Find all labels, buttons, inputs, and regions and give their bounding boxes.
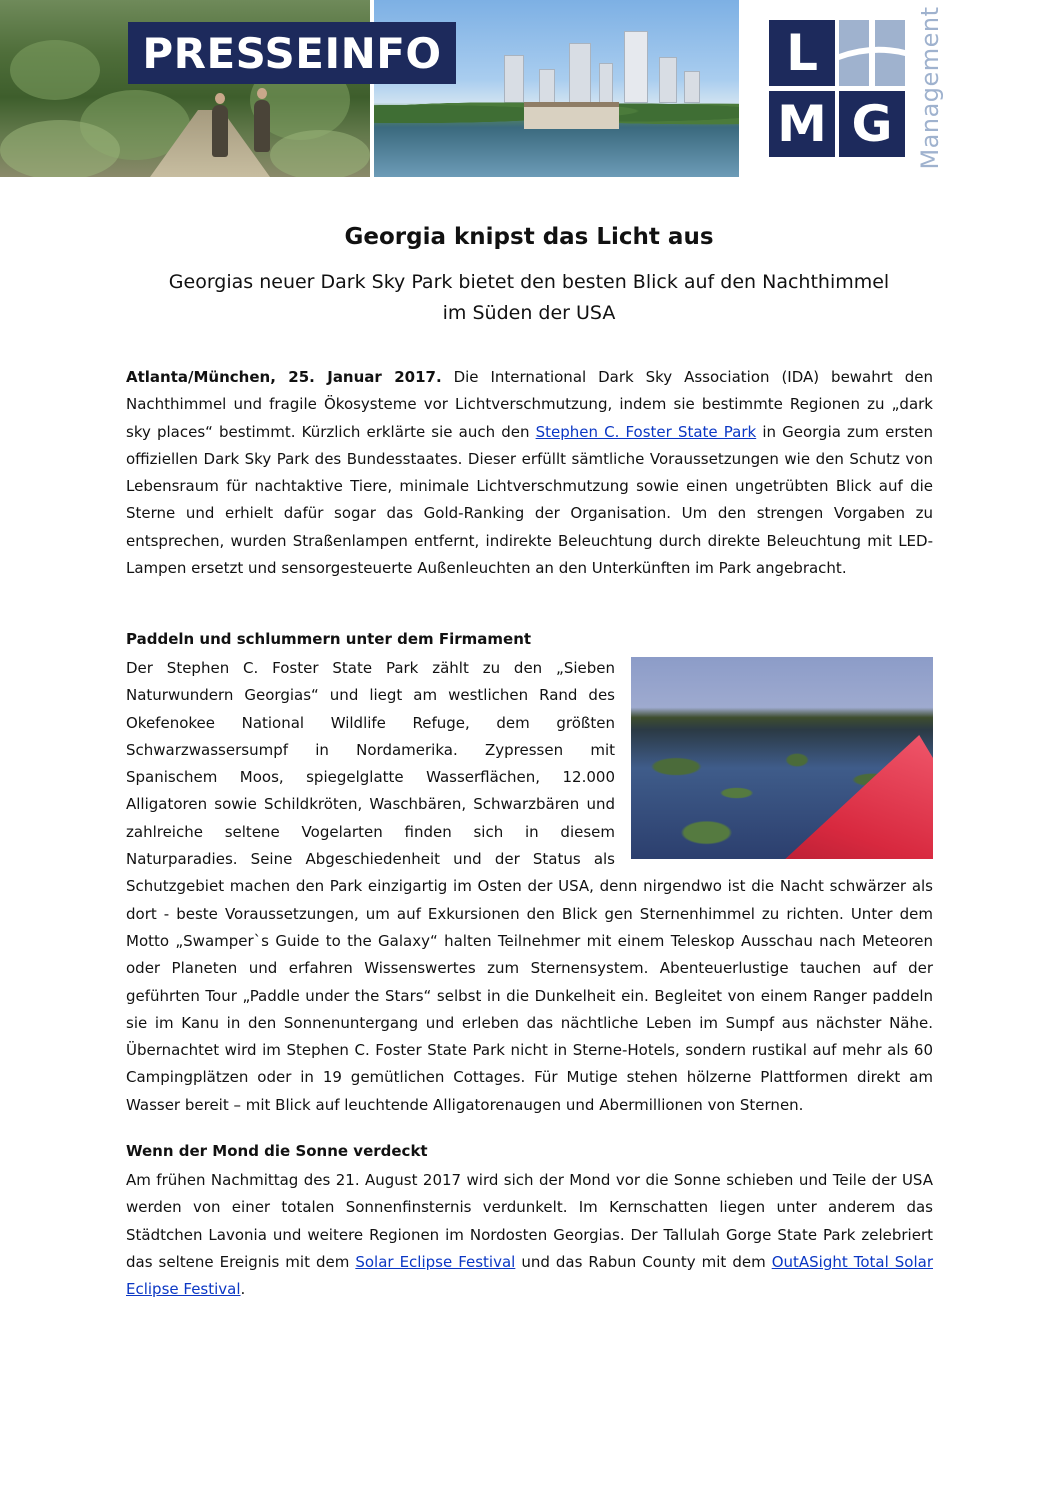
presseinfo-banner bbox=[128, 22, 456, 84]
section-heading-mond: Wenn der Mond die Sonne verdeckt bbox=[126, 1142, 428, 1160]
section-paddeln-paragraph bbox=[126, 655, 933, 1119]
section-heading-paddeln: Paddeln und schlummern unter dem Firmament bbox=[126, 630, 532, 648]
intro-text-2: in Georgia zum ersten offiziellen Dark Sky Park des Bundesstaates. Dieser erfüllt sämtliche Voraussetzungen wie den Schutz von Lebensraum für nachtaktive Tiere, minimale Lichtverschmutzung sowie einen ungetrübten Blick auf die Sterne und erhielt dafür sogar das Gold-Ranking der Organisation. Um den strengen Vorgaben zu entsprechen, wurden Straßenlampen entfernt, indirekte Beleuchtung durch direkte Beleuchtung mit LED-Lampen ersetzt und sensorgesteuerte Außenleuchten an den Unterkünften im Park angebracht. bbox=[126, 422, 933, 578]
subtitle-line-2: im Süden der USA bbox=[442, 302, 616, 324]
intro-text-1: Die International Dark Sky Association (IDA) bewahrt den Nachthimmel und fragile Ökosysteme vor Lichtverschmutzung, indem sie bestimmte Regionen zu „dark sky places“ bestimmt. Kürzlich erklärte sie auch den bbox=[126, 368, 933, 441]
section-mond-paragraph bbox=[126, 1167, 933, 1303]
logo-letter-m: M bbox=[769, 91, 835, 157]
section-mond-text-3: . bbox=[240, 1280, 246, 1299]
kayak-swamp-photo bbox=[631, 657, 933, 859]
subtitle-line-1: Georgias neuer Dark Sky Park bietet den besten Blick auf den Nachthimmel bbox=[168, 271, 890, 293]
dateline: Atlanta/München, 25. Januar 2017. bbox=[126, 368, 442, 386]
logo-management-text: Management bbox=[916, 6, 944, 170]
header-banner bbox=[0, 0, 1058, 177]
lmg-logo bbox=[769, 20, 905, 157]
press-title: Georgia knipst das Licht aus bbox=[344, 224, 714, 250]
logo-letter-g: G bbox=[839, 91, 905, 157]
section-mond-text-2: und das Rabun County mit dem bbox=[515, 1252, 772, 1271]
outasight-festival-link[interactable]: OutASight Total Solar Eclipse Festival bbox=[126, 1252, 933, 1299]
stephen-foster-park-link[interactable]: Stephen C. Foster State Park bbox=[535, 422, 757, 441]
section-paddeln-text: Der Stephen C. Foster State Park zählt zu den „Sieben Naturwundern Georgias“ und liegt am westlichen Rand des Okefenokee National Wildlife Refuge, dem größten Schwarzwassersumpf in Nordamerika. Zypressen mit Spanischem Moos, spiegelglatte Wasserflächen, 12.000 Alligatoren sowie Schildkröten, Waschbären, Schwarzbären und zahlreiche seltene Vogelarten finden sich in diesem Naturparadies. Seine Abgeschiedenheit und der Status als Schutzgebiet machen den Park einzigartig im Osten der USA, denn nirgendwo ist die Nacht schwärzer als dort - beste Voraussetzungen, um auf Exkursionen den Blick gen Sternenhimmel zu richten. Unter dem Motto „Swamper`s Guide to the Galaxy“ halten Teilnehmer mit einem Teleskop Ausschau nach Meteoren oder Planeten und erfahren Wissenswertes zum Sternensystem. Abenteuerlustige tauchen auf der geführten Tour „Paddle under the Stars“ selbst in die Dunkelheit ein. Begleitet von einem Ranger paddeln sie im Kanu in den Sonnenuntergang und erleben das nächtliche Leben im Sumpf aus nächster Nähe. Übernachtet wird im Stephen C. Foster State Park nicht in Sterne-Hotels, sondern rustikal auf mehr als 60 Campingplätzen oder in 19 gemütlichen Cottages. Für Mutige stehen hölzerne Plattformen direkt am Wasser bereit – mit Blick auf leuchtende Alligatorenaugen und Abermillionen von Sternen. bbox=[126, 659, 933, 1114]
intro-paragraph bbox=[126, 364, 933, 582]
section-mond-text-1: Am frühen Nachmittag des 21. August 2017 wird sich der Mond vor die Sonne schieben und Teile der USA werden von einer totalen Sonnenfinsternis verdunkelt. Im Kernschatten liegen unter anderem das Städtchen Lavonia und weitere Regionen im Nordosten Georgias. Der Tallulah Gorge State Park zelebriert das seltene Ereignis mit dem bbox=[126, 1171, 933, 1271]
press-subtitle bbox=[120, 267, 938, 329]
presseinfo-label: PRESSEINFO bbox=[142, 28, 442, 78]
logo-letter-l: L bbox=[769, 20, 835, 86]
solar-eclipse-festival-link[interactable]: Solar Eclipse Festival bbox=[355, 1252, 516, 1271]
logo-cross-icon bbox=[839, 20, 905, 86]
